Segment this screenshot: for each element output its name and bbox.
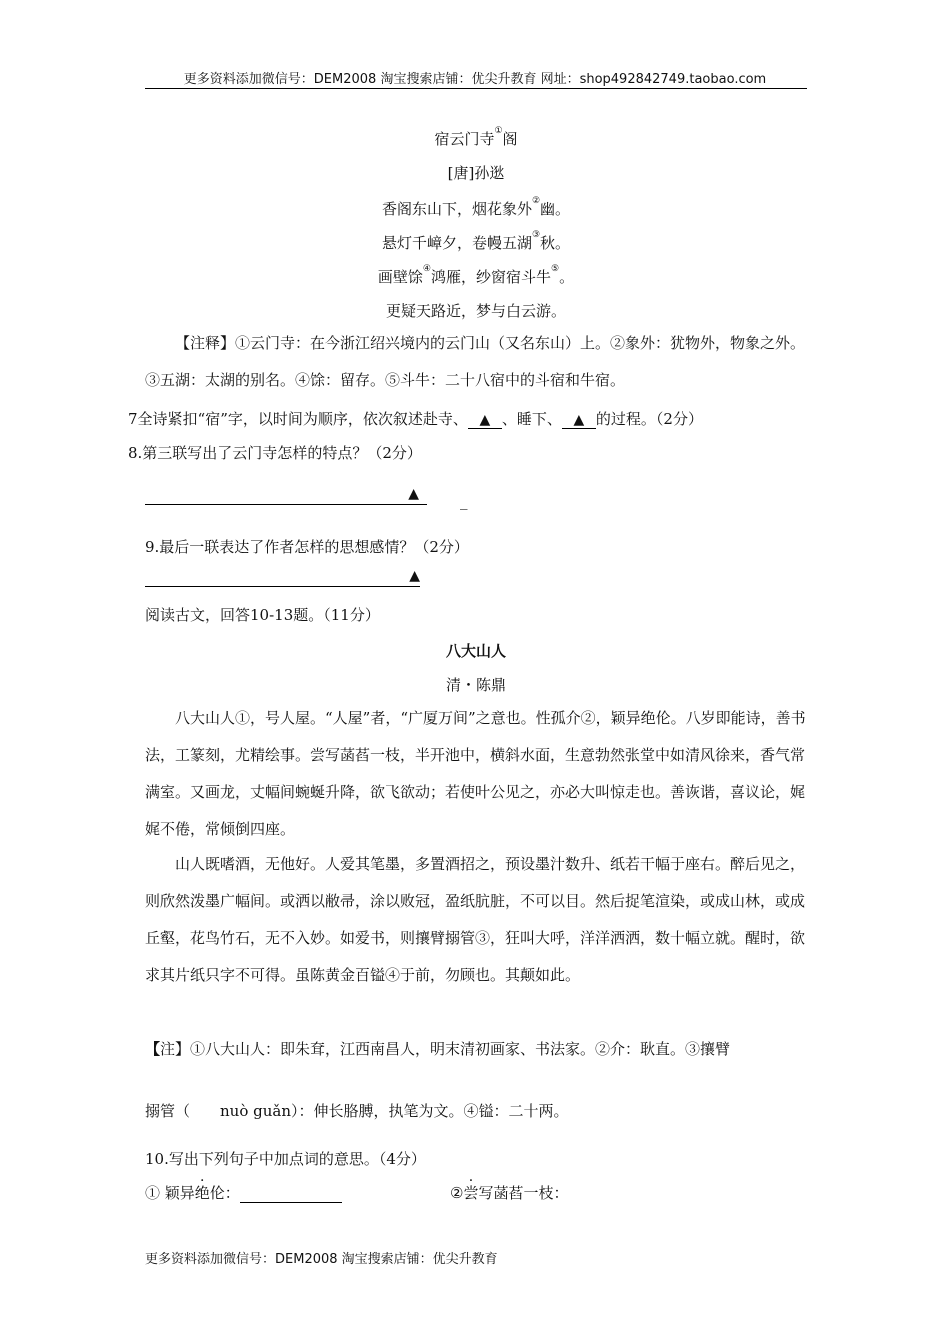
question-8: 8.第三联写出了云门寺怎样的特点？（2分） <box>128 444 422 462</box>
question-10-item-1: ① 颖异绝伦： <box>145 1182 342 1203</box>
poem-author: [唐]孙逖 <box>447 164 505 182</box>
poem-line: 更疑天路近，梦与白云游。 <box>385 302 566 320</box>
essay-paragraph-2: 山人既嗜酒，无他好。人爱其笔墨，多置酒招之，预设墨汁数升、纸若干幅于座右。醉后见之，则欣然泼墨广幅间。或洒以敝帚，涂以败冠，盈纸肮脏，不可以目。然后捉笔渲染，或成山林，或成丘壑，花鸟竹石，无不入妙。如爱书，则攘臂搦管③，狂叫大呼，洋洋洒洒，数十幅立就。醒时，欲求其片纸只字不可得。虽陈黄金百镒④于前，勿顾也。其颠如此。 <box>145 855 806 984</box>
answer-line[interactable] <box>145 486 427 505</box>
question-7: 7全诗紧扣“宿”字，以时间为顺序，依次叙述赴寺、 ▲ 、睡下、 ▲ 的过程。（2分） <box>128 410 703 428</box>
essay-paragraph-1: 八大山人①，号人屋。“人屋”者，“广厦万间”之意也。性孤介②，颖异绝伦。八岁即能诗，善书法，工篆刻，尤精绘事。尝写菡萏一枝，半开池中，横斜水面，生意勃然张堂中如清风徐来，香气常满室。又画龙，丈幅间蜿蜒升降，欲飞欲动；若使叶公见之，亦必大叫惊走也。善诙谐，喜议论，娓娓不倦，常倾倒四座。 <box>145 709 806 838</box>
question-10: 10.写出下列句子中加点词的意思。（4分） <box>145 1150 426 1168</box>
essay-notes-line-2: 搦管（ nuò guǎn）：伸长胳膊，执笔为文。④镒：二十两。 <box>145 1102 569 1120</box>
answer-blank[interactable]: ▲ <box>562 412 596 429</box>
answer-line[interactable] <box>145 568 420 587</box>
question-10-item-2: ②尝写菡萏一枝： <box>450 1184 569 1202</box>
answer-marker: ▲ <box>409 568 420 584</box>
page-footer: 更多资料添加微信号：DEM2008 淘宝搜索店铺：优尖升教育 <box>145 1252 498 1267</box>
dotted-word: 绝 <box>194 1184 210 1202</box>
page-header: 更多资料添加微信号：DEM2008 淘宝搜索店铺：优尖升教育 网址：shop492842749.taobao.com <box>183 72 767 87</box>
answer-dash: _ <box>460 492 468 510</box>
essay-title: 八大山人 <box>445 642 506 660</box>
section-intro: 阅读古文，回答10-13题。（11分） <box>145 606 380 624</box>
poem-notes: 【注释】①云门寺：在今浙江绍兴境内的云门山（又名东山）上。②象外：犹物外，物象之外。③五湖：太湖的别名。④馀：留存。⑤斗牛：二十八宿中的斗宿和牛宿。 <box>145 334 806 389</box>
answer-blank[interactable] <box>240 1188 342 1203</box>
answer-blank[interactable]: ▲ <box>468 412 502 429</box>
poem-line: 悬灯千嶂夕，卷幔五湖③秋。 <box>381 230 571 252</box>
question-9: 9.最后一联表达了作者怎样的思想感情？（2分） <box>145 538 469 556</box>
poem-line: 画壁馀④鸿雁，纱窗宿斗牛⑤。 <box>377 264 575 286</box>
essay-notes-line-1: 【注】①八大山人：即朱耷，江西南昌人，明末清初画家、书法家。②介：耿直。③攘臂 <box>145 1040 731 1058</box>
answer-marker: ▲ <box>408 486 419 502</box>
poem-title: 宿云门寺①阁 <box>434 126 518 148</box>
poem-line: 香阁东山下，烟花象外②幽。 <box>381 196 571 218</box>
header-divider <box>145 88 807 89</box>
dotted-word: 尝 <box>463 1184 479 1202</box>
essay-author: 清・陈鼎 <box>445 676 506 694</box>
